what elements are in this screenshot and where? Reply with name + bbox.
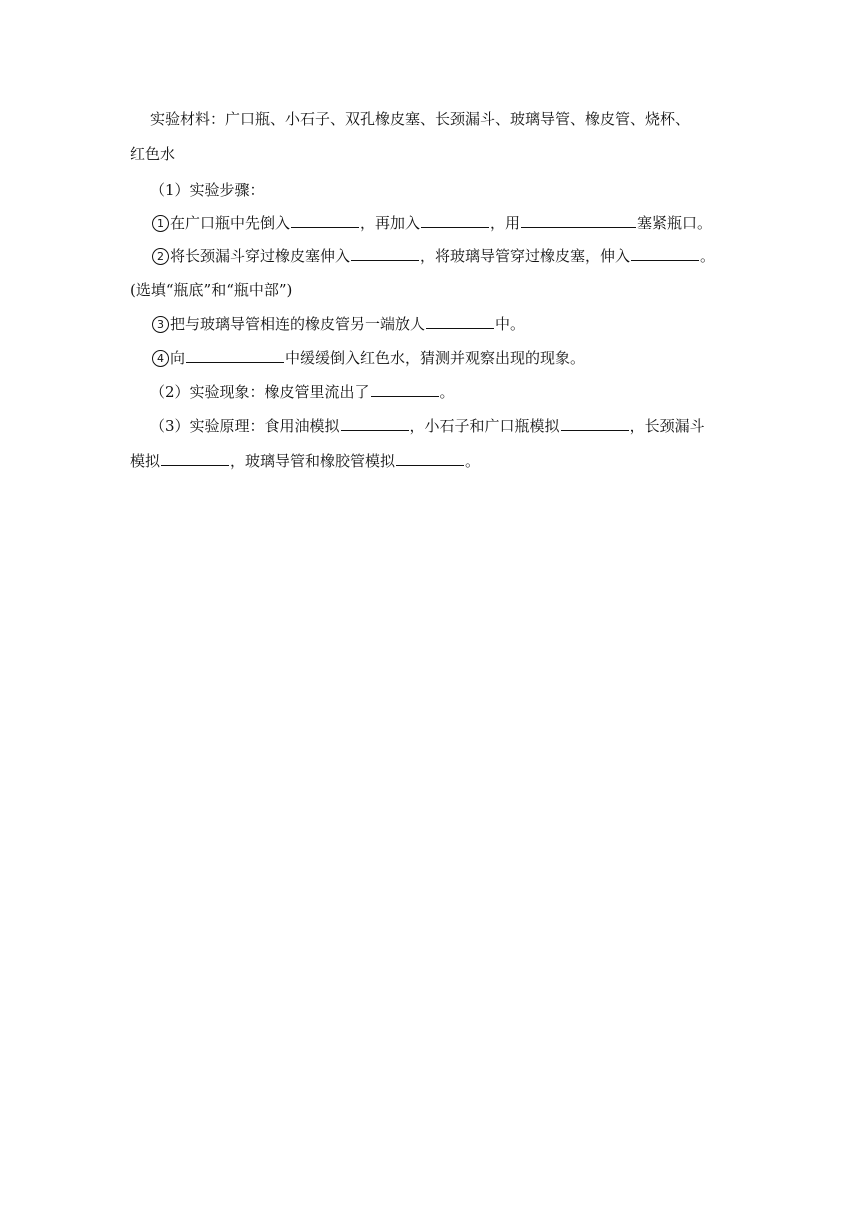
answer-blank[interactable]	[561, 416, 629, 431]
answer-blank[interactable]	[521, 213, 636, 228]
step-number-marker: 2	[152, 248, 169, 265]
materials-line-1	[150, 109, 690, 129]
step-number-marker: 4	[152, 350, 169, 367]
step-2: 2 将长颈漏斗穿过橡皮塞伸入 ，将玻璃导管穿过橡皮塞，伸入 。	[152, 246, 715, 266]
step-2-note: (选填“瓶底”和“瓶中部”)	[130, 281, 293, 299]
answer-blank[interactable]	[341, 416, 409, 431]
answer-blank[interactable]	[426, 314, 494, 329]
materials-text: 实验材料：广口瓶、小石子、双孔橡皮塞、长颈漏斗、玻璃导管、橡皮管、烧杯、	[150, 110, 691, 128]
principle-line-2: 模拟 ，玻璃导管和橡胶管模拟 。	[130, 452, 481, 470]
answer-blank[interactable]	[371, 382, 439, 397]
principle-line-1: （3）实验原理：食用油模拟 ，小石子和广口瓶模拟 ，长颈漏斗	[150, 417, 705, 435]
materials-line-2	[130, 144, 175, 164]
materials-text-continued: 红色水	[130, 145, 176, 163]
steps-heading: （1）实验步骤：	[150, 181, 265, 199]
phenomenon-line: （2）实验现象：橡皮管里流出了 。	[150, 383, 455, 401]
answer-blank[interactable]	[161, 451, 229, 466]
answer-blank[interactable]	[396, 451, 464, 466]
answer-blank[interactable]	[351, 246, 419, 261]
step-number-marker: 1	[152, 215, 169, 232]
answer-blank[interactable]	[421, 213, 489, 228]
step-4: 4 向 中缓缓倒入红色水，猜测并观察出现的现象。	[152, 348, 585, 368]
answer-blank[interactable]	[186, 348, 284, 363]
step-3: 3 把与玻璃导管相连的橡皮管另一端放人 中。	[152, 314, 525, 334]
step-number-marker: 3	[152, 316, 169, 333]
step-1: 1 在广口瓶中先倒入 ，再加入 ，用 塞紧瓶口。	[152, 213, 712, 233]
answer-blank[interactable]	[291, 213, 359, 228]
answer-blank[interactable]	[631, 246, 699, 261]
